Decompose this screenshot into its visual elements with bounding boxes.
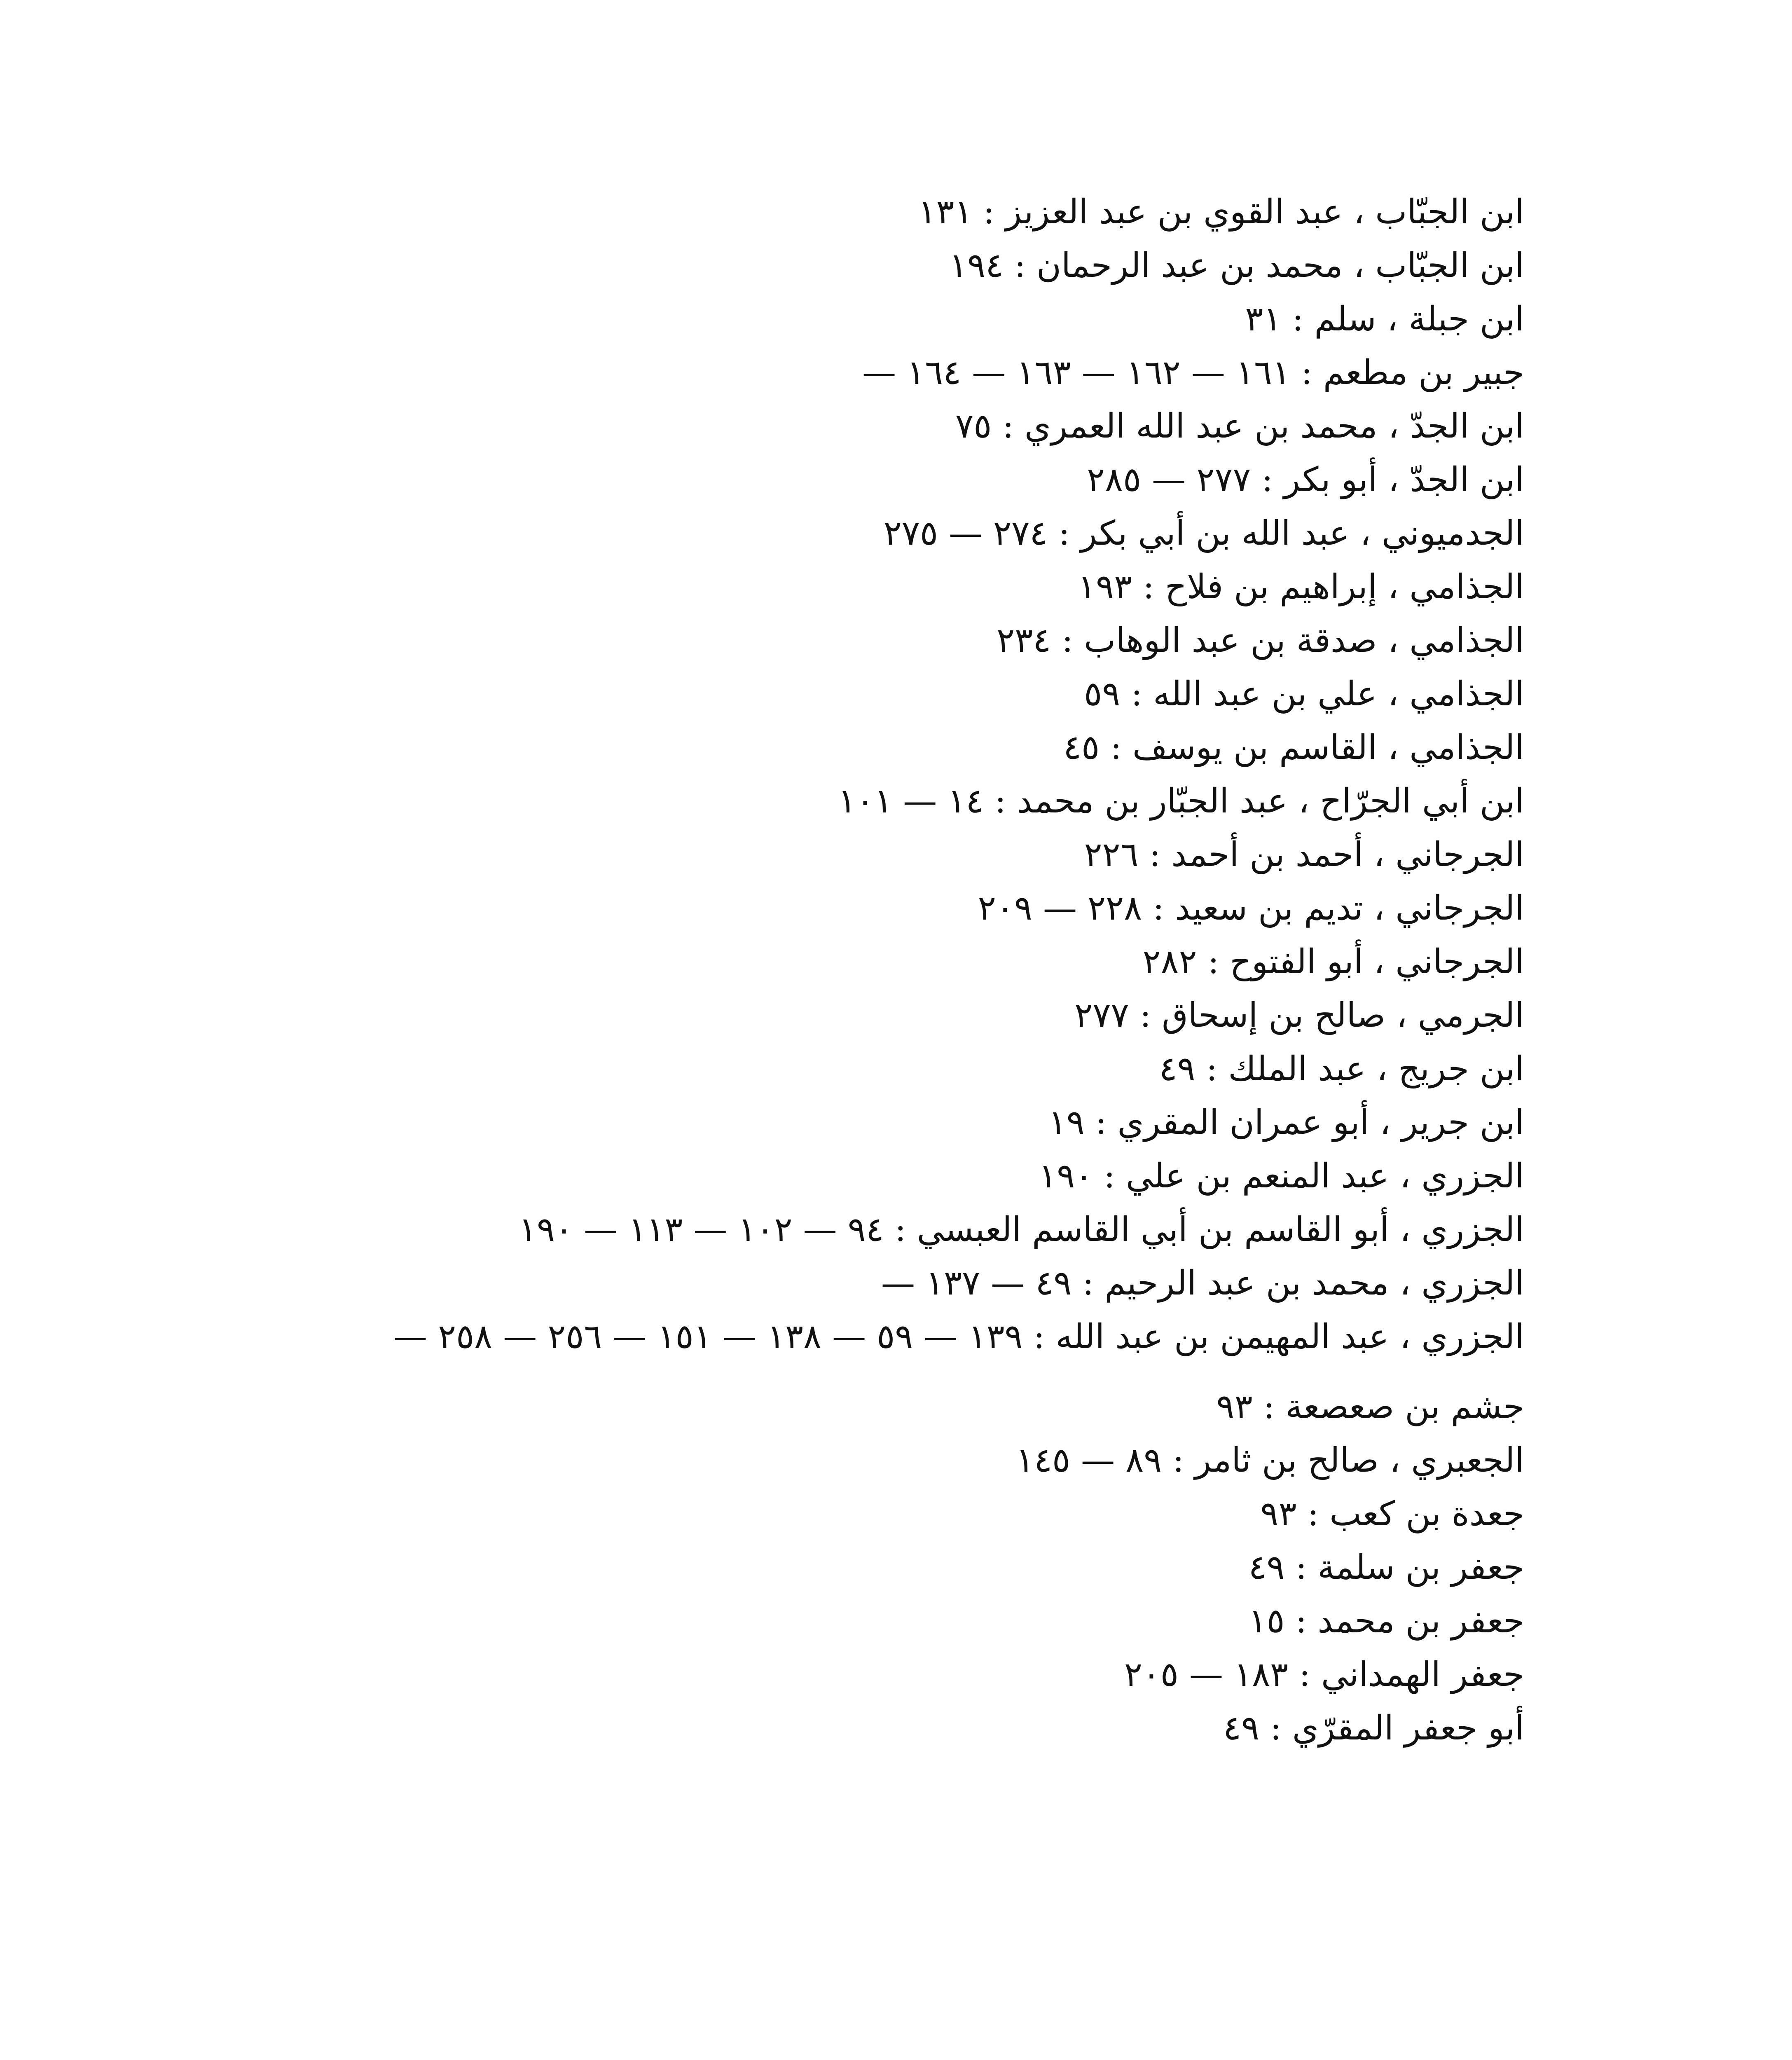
- entry-spacer: [0, 1364, 1524, 1380]
- name-index-list: [0, 185, 1524, 1755]
- index-entry: الجذامي ، إبراهيم بن فلاح : ١٩٣: [1078, 567, 1524, 606]
- index-entry: ابن الجدّ ، محمد بن عبد الله العمري : ٧٥: [955, 407, 1524, 446]
- index-entry: ابن الجدّ ، أبو بكر : ٢٧٧ — ٢٨٥: [1087, 460, 1524, 499]
- index-entry: جبير بن مطعم : ١٦١ — ١٦٢ — ١٦٣ — ١٦٤ —: [862, 353, 1524, 392]
- index-entry: ابن جرير ، أبو عمران المقري : ١٩: [1048, 1103, 1524, 1142]
- index-entry: الجزري ، أبو القاسم بن أبي القاسم العبسي : ٩٤ — ١٠٢ — ١١٣ — ١٩٠: [518, 1210, 1524, 1249]
- index-entry: جشم بن صعصعة : ٩٣: [1216, 1387, 1524, 1426]
- index-entry: جعدة بن كعب : ٩٣: [1260, 1494, 1524, 1533]
- index-entry: الجرجاني ، تديم بن سعيد : ٢٢٨ — ٢٠٩: [978, 889, 1524, 928]
- index-entry: الجدميوني ، عبد الله بن أبي بكر : ٢٧٤ — ٢٧٥: [883, 514, 1524, 553]
- index-entry: أبو جعفر المقرّي : ٤٩: [1223, 1709, 1524, 1748]
- index-entry: الجذامي ، القاسم بن يوسف : ٤٥: [1063, 728, 1524, 767]
- index-entry: ابن أبي الجرّاح ، عبد الجبّار بن محمد : ١٤ — ١٠١: [838, 782, 1524, 821]
- index-entry: جعفر بن سلمة : ٤٩: [1248, 1548, 1524, 1587]
- index-entry: الجذامي ، صدقة بن عبد الوهاب : ٢٣٤: [997, 621, 1524, 660]
- index-entry: الجزري ، عبد المنعم بن علي : ١٩٠: [1039, 1156, 1524, 1196]
- index-entry: الجرجاني ، أبو الفتوح : ٢٨٢: [1142, 942, 1524, 981]
- index-entry: جعفر بن محمد : ١٥: [1248, 1601, 1524, 1641]
- index-entry: الجزري ، محمد بن عبد الرحيم : ٤٩ — ١٣٧ —: [881, 1264, 1524, 1303]
- index-entry: ابن الجبّاب ، محمد بن عبد الرحمان : ١٩٤: [949, 246, 1524, 285]
- index-entry: ابن جبلة ، سلم : ٣١: [1245, 300, 1524, 339]
- index-entry: ابن جريج ، عبد الملك : ٤٩: [1159, 1049, 1524, 1089]
- index-entry: الجعبري ، صالح بن ثامر : ٨٩ — ١٤٥: [1015, 1441, 1524, 1480]
- index-entry: جعفر الهمداني : ١٨٣ — ٢٠٥: [1124, 1655, 1524, 1694]
- index-entry: الجرمي ، صالح بن إسحاق : ٢٧٧: [1074, 996, 1524, 1035]
- index-entry: الجزري ، عبد المهيمن بن عبد الله : ١٣٩ — ٥٩ — ١٣٨ — ١٥١ — ٢٥٦ — ٢٥٨ —: [393, 1317, 1524, 1356]
- index-entry: الجذامي ، علي بن عبد الله : ٥٩: [1084, 674, 1524, 714]
- index-entry: ابن الجبّاب ، عبد القوي بن عبد العزيز : ١٣١: [918, 192, 1524, 232]
- index-entry: الجرجاني ، أحمد بن أحمد : ٢٢٦: [1084, 835, 1524, 874]
